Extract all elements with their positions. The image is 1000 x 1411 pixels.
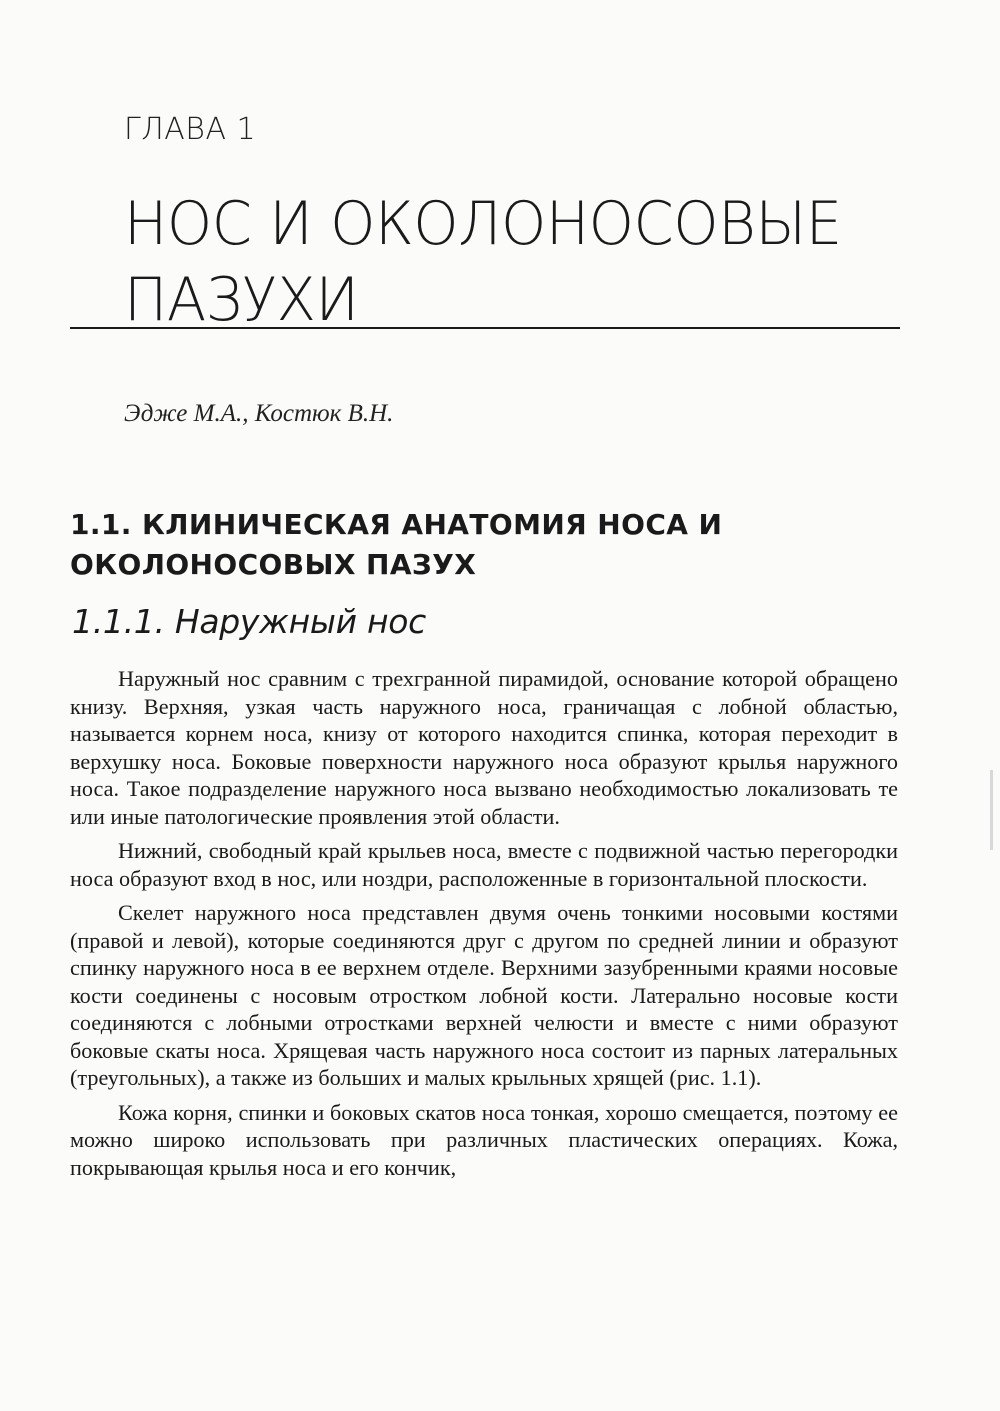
paragraph-1: Наружный нос сравним с трехгранной пирамидой, основание которой обращено книзу. Верхняя, узкая часть наружного носа, граничащая с лобной областью, называется корнем носа, книзу от которого находится спинка, которая переходит в верхушку носа. Боковые поверхности наружного носа образуют крылья наружного носа. Такое подразделение наружного носа вызвано необходимостью локализовать те или иные патологические проявления этой области. [70,666,898,829]
chapter-label: ГЛАВА 1 [124,112,257,147]
body-text [70,665,898,1188]
paragraph-3: Скелет наружного носа представлен двумя очень тонкими носовыми костями (правой и левой), которые соединяются друг с другом по средней линии и образуют спинку наружного носа в ее верхнем отделе. Верхними зазубренными краями носовые кости соединены с носовым отростком лобной кости. Латерально носовые кости соединяются с лобными отростками верхней челюсти и вместе с ними образуют боковые скаты носа. Хрящевая часть наружного носа состоит из парных латеральных (треугольных), а также из больших и малых крыльных хрящей (рис. 1.1). [70,900,898,1090]
title-divider [70,327,900,329]
chapter-title: НОС И ОКОЛОНОСОВЫЕ ПАЗУХИ [124,189,842,335]
scan-edge-shadow [990,770,993,850]
paragraph-2: Нижний, свободный край крыльев носа, вместе с подвижной частью перегородки носа образуют вход в нос, или ноздри, расположенные в горизонтальной плоскости. [70,838,898,891]
subsection-heading: 1.1.1. Наружный нос [72,602,426,641]
paragraph-4: Кожа корня, спинки и боковых скатов носа тонкая, хорошо смещается, поэтому ее можно широко использовать при различных пластических операциях. Кожа, покрывающая крылья носа и его кончик, [70,1099,898,1180]
authors-line: Эдже М.А., Костюк В.Н. [124,400,394,427]
section-heading: 1.1. КЛИНИЧЕСКАЯ АНАТОМИЯ НОСА И ОКОЛОНОСОВЫХ ПАЗУХ [70,508,723,581]
